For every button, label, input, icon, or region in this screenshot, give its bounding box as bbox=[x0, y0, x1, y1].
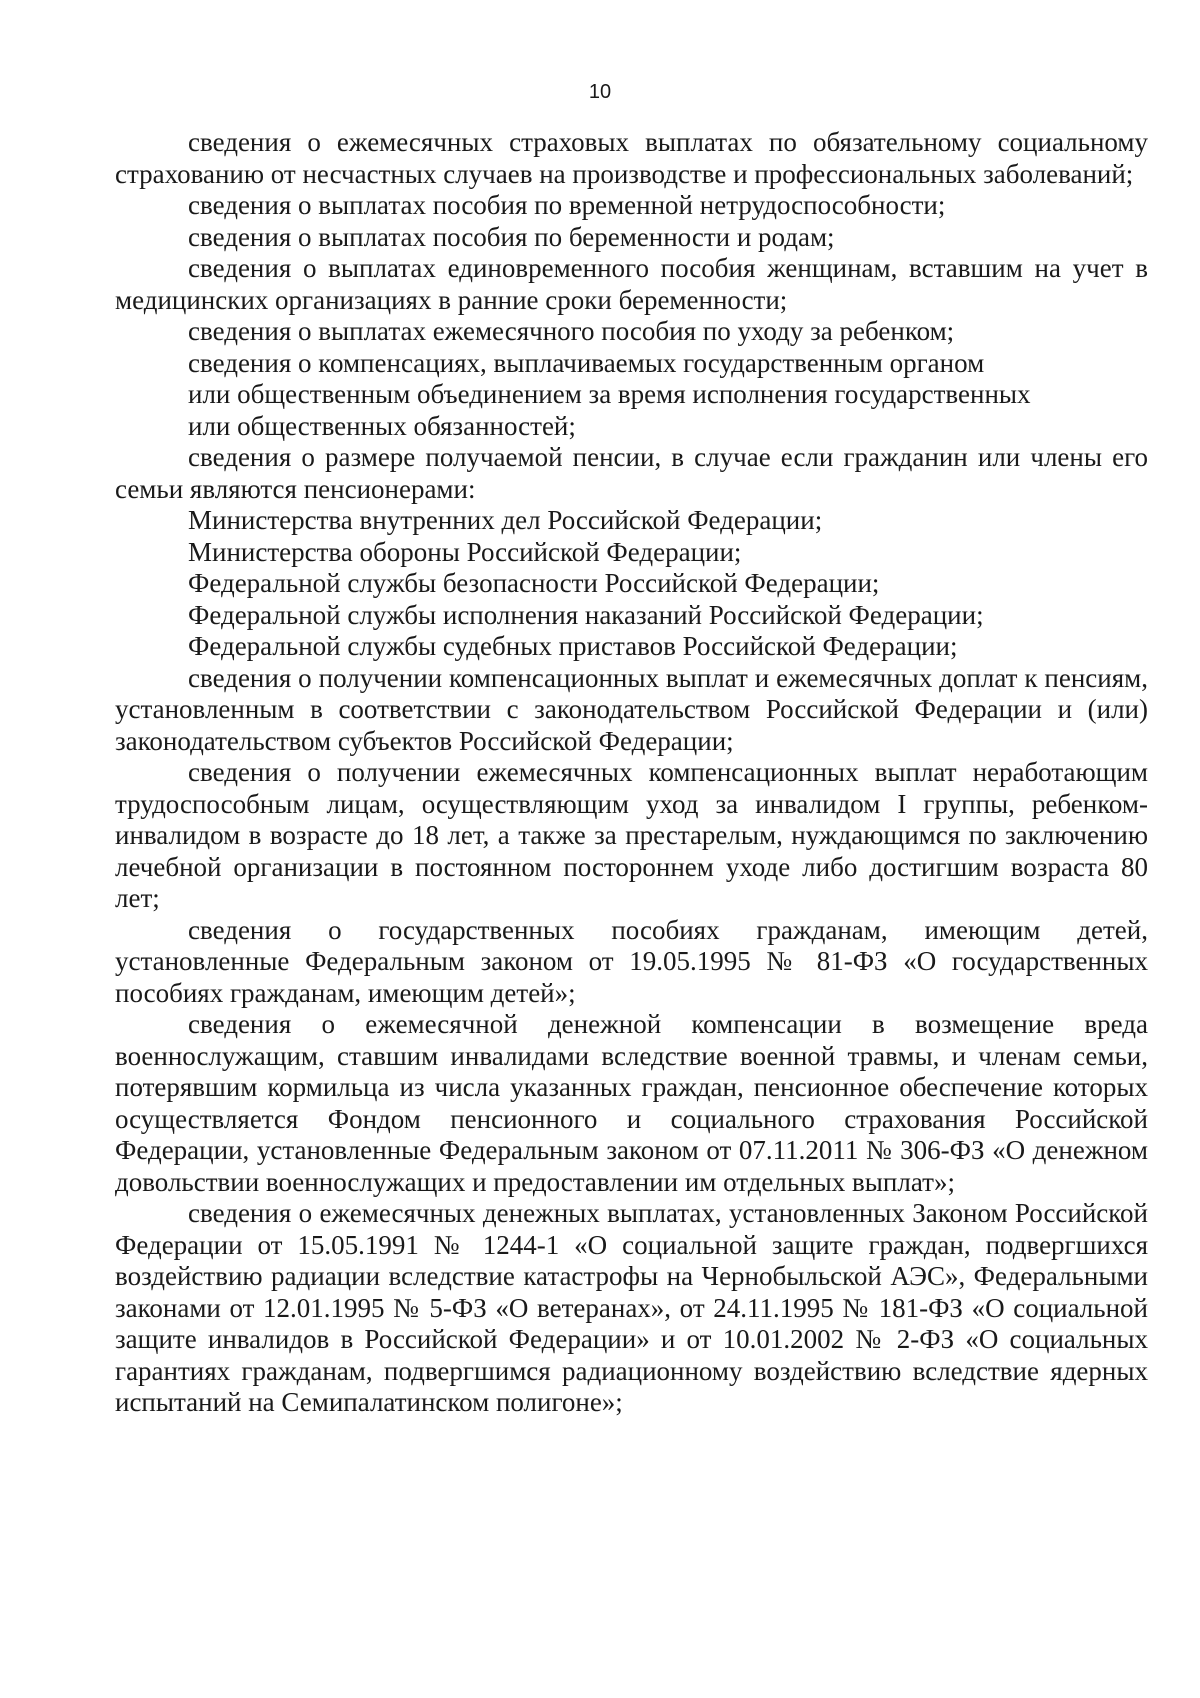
paragraph-compensations-line-1: сведения о компенсациях, выплачиваемых государственным органом bbox=[188, 347, 985, 378]
page-number: 10 bbox=[588, 81, 612, 103]
paragraph-insurance-payments: сведения о ежемесячных страховых выплатах по обязательному социальному страхованию от несчастных случаев на производстве и профессиональных заболеваний; bbox=[115, 127, 1148, 189]
paragraph-compensations-line-2: или общественным объединением за время исполнения государственных bbox=[188, 379, 1031, 409]
paragraph-pension-size: сведения о размере получаемой пенсии, в случае если гражданин или члены его семьи являются пенсионерами: bbox=[115, 442, 1148, 504]
paragraph-child-state-benefits: сведения о государственных пособиях гражданам, имеющим детей, установленные Федеральным законом от 19.05.1995 № 81-ФЗ «О государственных пособиях гражданам, имеющим детей»; bbox=[115, 914, 1148, 1008]
list-item-ministry-defense: Министерства обороны Российской Федерации; bbox=[188, 536, 742, 567]
paragraph-monthly-cash-payments: сведения о ежемесячных денежных выплатах, установленных Законом Российской Федерации от 15.05.1991 № 1244-1 «О социальной защите граждан, подвергшихся воздействию радиации вследствие катастрофы на Чернобыльской АЭС», Федеральными законами от 12.01.1995 № 5-ФЗ «О ветеранах», от 24.11.1995 № 181-ФЗ «О социальной защите инвалидов в Российской Федерации» и от 10.01.2002 № 2-ФЗ «О социальных гарантиях гражданам, подвергшимся радиационному воздействию вследствие ядерных испытаний на Семипалатинском полигоне»; bbox=[115, 1198, 1148, 1417]
paragraph-caregiver-payments: сведения о получении ежемесячных компенсационных выплат неработающим трудоспособным лицам, осуществляющим уход за инвалидом I группы, ребенком-инвалидом в возрасте до 18 лет, а также за престарелым, нуждающимся по заключению лечебной организации в постоянном постороннем уходе либо достигшим возраста 80 лет; bbox=[115, 757, 1148, 913]
paragraph-childcare-benefit: сведения о выплатах ежемесячного пособия по уходу за ребенком; bbox=[188, 316, 955, 346]
paragraph-compensations-line-3: или общественных обязанностей; bbox=[188, 410, 576, 441]
list-item-federal-penitentiary-service: Федеральной службы исполнения наказаний Российской Федерации; bbox=[188, 599, 984, 630]
paragraph-maternity-benefit: сведения о выплатах пособия по беременности и родам; bbox=[188, 221, 835, 252]
paragraph-pension-supplements: сведения о получении компенсационных выплат и ежемесячных доплат к пенсиям, установленным в соответствии с законодательством Российской Федерации и (или) законодательством субъектов Российской Федерации; bbox=[115, 662, 1148, 756]
paragraph-disability-benefit: сведения о выплатах пособия по временной нетрудоспособности; bbox=[188, 190, 946, 220]
list-item-federal-bailiffs-service: Федеральной службы судебных приставов Российской Федерации; bbox=[188, 631, 958, 661]
list-item-ministry-internal-affairs: Министерства внутренних дел Российской Федерации; bbox=[188, 505, 823, 535]
list-item-federal-security-service: Федеральной службы безопасности Российской Федерации; bbox=[188, 568, 880, 598]
document-body bbox=[115, 127, 1148, 1419]
paragraph-early-pregnancy-benefit: сведения о выплатах единовременного пособия женщинам, вставшим на учет в медицинских организациях в ранние сроки беременности; bbox=[115, 253, 1148, 315]
paragraph-military-compensation: сведения о ежемесячной денежной компенсации в возмещение вреда военнослужащим, ставшим инвалидами вследствие военной травмы, и членам семьи, потерявшим кормильца из числа указанных граждан, пенсионное обеспечение которых осуществляется Фондом пенсионного и социального страхования Российской Федерации, установленные Федеральным законом от 07.11.2011 № 306-ФЗ «О денежном довольствии военнослужащих и предоставлении им отдельных выплат»; bbox=[115, 1009, 1148, 1197]
